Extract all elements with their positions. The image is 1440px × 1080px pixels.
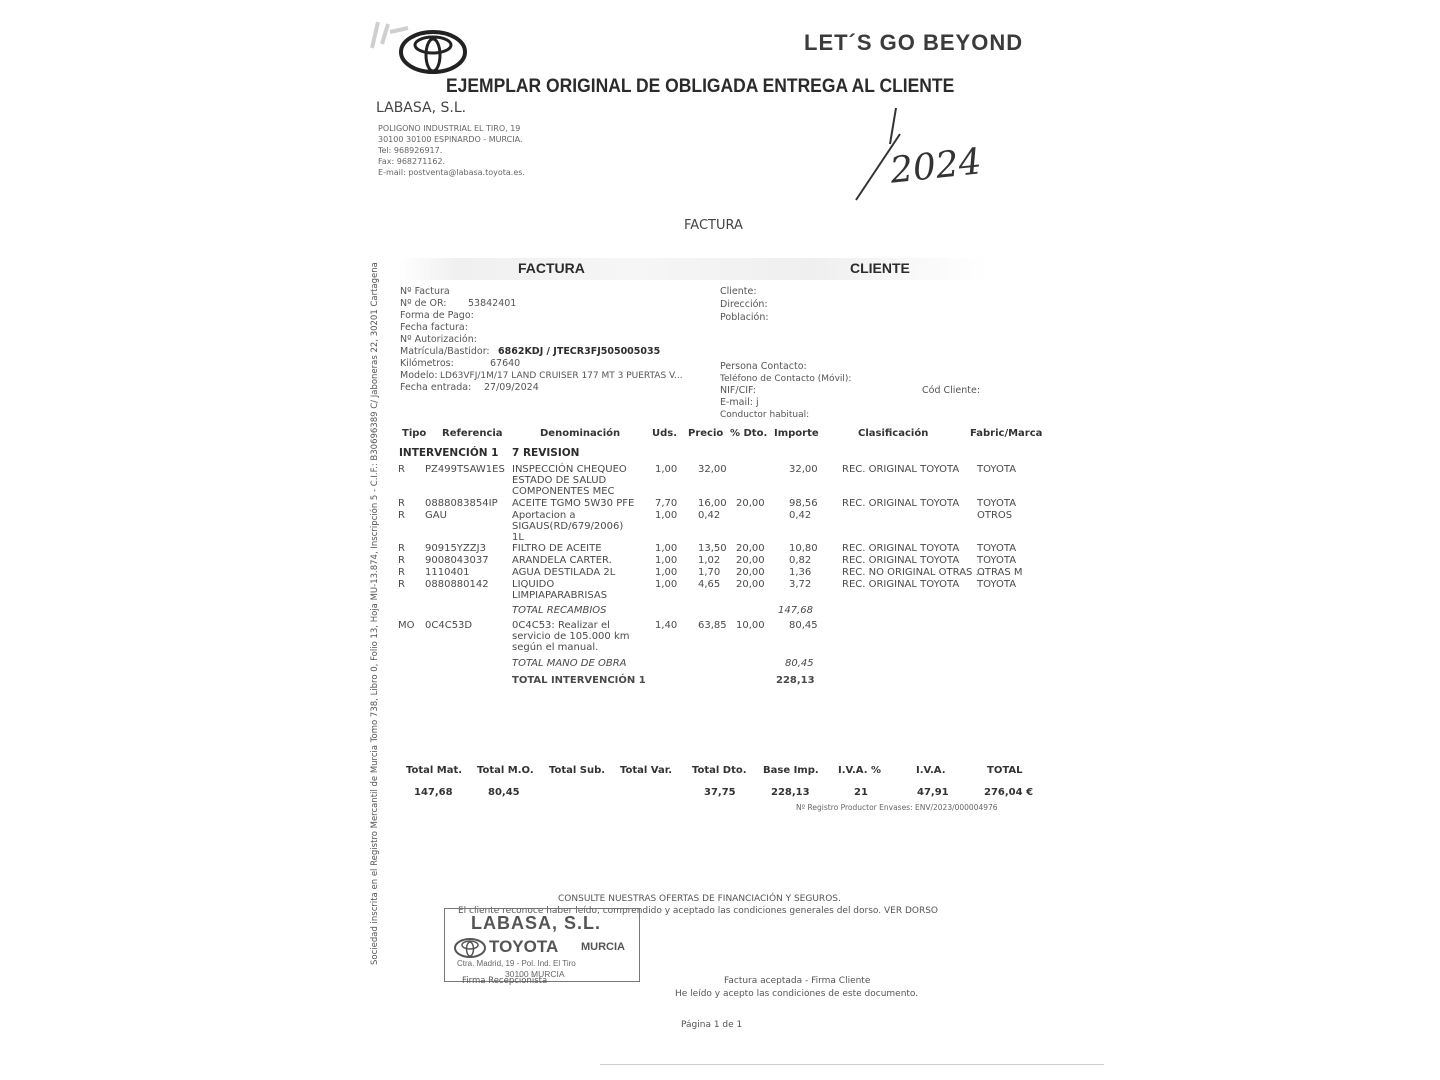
row-denominacion: INSPECCIÓN CHEQUEO [512, 464, 627, 475]
col-referencia: Referencia [442, 428, 503, 439]
intervention-label: INTERVENCIÓN 1 [399, 447, 499, 459]
company-email: E-mail: postventa@labasa.toyota.es. [378, 168, 525, 177]
field-cod-cliente: Cód Cliente: [922, 385, 981, 396]
row-marca: OTRAS M [977, 567, 1023, 578]
stamp-line4: Ctra. Madrid, 19 - Pol. Ind. El Tiro [457, 959, 576, 968]
company-address-line: 30100 30100 ESPINARDO - MURCIA. [378, 135, 523, 144]
row-tipo: R [398, 555, 405, 566]
total-recambios-label: TOTAL RECAMBIOS [512, 605, 607, 616]
company-phone: Tel: 968926917. [378, 146, 443, 155]
row-uds: 1,00 [655, 464, 678, 475]
row-clasificacion: REC. ORIGINAL TOYOTA [842, 464, 960, 475]
col-uds: Uds. [652, 428, 678, 439]
mo-uds: 1,40 [655, 620, 678, 631]
row-uds: 1,00 [655, 543, 678, 554]
total-intervencion-value: 228,13 [776, 675, 815, 686]
col-tipo: Tipo [402, 428, 427, 439]
row-tipo: R [398, 510, 405, 521]
row-importe: 0,82 [789, 555, 812, 566]
field-entrada-value: 27/09/2024 [484, 382, 539, 393]
totals-header: I.V.A. % [838, 765, 881, 776]
document-title: EJEMPLAR ORIGINAL DE OBLIGADA ENTREGA AL CLIENTE [446, 76, 955, 97]
col-denominacion: Denominación [540, 428, 621, 439]
consulte-ofertas: CONSULTE NUESTRAS OFERTAS DE FINANCIACIÓN Y SEGUROS. [558, 894, 841, 904]
row-ref: 0888083854IP [425, 498, 498, 509]
field-direccion: Dirección: [720, 299, 768, 310]
row-ref: GAU [425, 510, 447, 521]
row-precio: 0,42 [698, 510, 721, 521]
stamp-line5: 30100 MURCIA [505, 969, 565, 979]
row-importe: 98,56 [789, 498, 818, 509]
mo-dto: 10,00 [736, 620, 765, 631]
row-precio: 1,70 [698, 567, 721, 578]
row-dto: 20,00 [736, 543, 765, 554]
row-ref: 9008043037 [425, 555, 489, 566]
stamp-line2: TOYOTA [489, 937, 559, 956]
field-conductor: Conductor habitual: [720, 410, 810, 420]
section-factura: FACTURA [518, 260, 585, 276]
field-forma-pago: Forma de Pago: [400, 310, 474, 321]
company-stamp [444, 908, 640, 982]
row-marca: TOYOTA [977, 579, 1017, 590]
row-denominacion: ACEITE TGMO 5W30 PFE [512, 498, 635, 509]
total-mano-obra-value: 80,45 [785, 658, 814, 669]
firma-recepcionista: Firma Recepcionista [462, 976, 548, 986]
cliente-reconoce: El cliente reconoce haber leído, comprendido y aceptado las condiciones generales del dorso. VER DORSO [458, 906, 939, 916]
mo-importe: 80,45 [789, 620, 818, 631]
field-matricula-value: 6862KDJ / JTECR3FJ505005035 [498, 346, 661, 357]
row-tipo: R [398, 579, 405, 590]
mo-precio: 63,85 [698, 620, 727, 631]
row-tipo: R [398, 498, 405, 509]
field-autorizacion: Nº Autorización: [400, 334, 477, 345]
field-persona-contacto: Persona Contacto: [720, 361, 807, 372]
mo-den: según el manual. [512, 642, 599, 653]
row-ref: 90915YZZJ3 [425, 543, 486, 554]
row-precio: 1,02 [698, 555, 721, 566]
row-marca: TOYOTA [977, 543, 1017, 554]
row-clasificacion: REC. ORIGINAL TOYOTA [842, 543, 960, 554]
stamp-line1: LABASA, S.L. [471, 913, 602, 933]
totals-header: Total Var. [620, 765, 673, 776]
row-uds: 7,70 [655, 498, 678, 509]
row-importe: 10,80 [789, 543, 818, 554]
field-cliente: Cliente: [720, 286, 757, 297]
row-importe: 32,00 [789, 464, 818, 475]
row-clasificacion: REC. ORIGINAL TOYOTA [842, 498, 960, 509]
row-ref: 0880880142 [425, 579, 489, 590]
company-fax: Fax: 968271162. [378, 157, 446, 166]
row-uds: 1,00 [655, 555, 678, 566]
row-tipo: R [398, 464, 405, 475]
row-uds: 1,00 [655, 579, 678, 590]
row-denominacion: ARANDELA CARTER. [512, 555, 612, 566]
row-ref: 1110401 [425, 567, 470, 578]
totals-header: Total Dto. [692, 765, 747, 776]
field-email: E-mail: j [720, 397, 759, 408]
mo-den: 0C4C53: Realizar el [512, 620, 610, 631]
totals-header: I.V.A. [916, 765, 946, 776]
totals-value: 37,75 [704, 787, 736, 798]
row-precio: 4,65 [698, 579, 721, 590]
row-marca: TOYOTA [977, 498, 1017, 509]
row-dto: 20,00 [736, 579, 765, 590]
row-denominacion: ESTADO DE SALUD [512, 475, 607, 486]
totals-header: Total Mat. [406, 765, 463, 776]
row-uds: 1,00 [655, 510, 678, 521]
intervention-name: 7 REVISION [512, 447, 580, 459]
field-telefono: Teléfono de Contacto (Móvil): [720, 374, 852, 384]
section-cliente: CLIENTE [850, 260, 910, 276]
row-marca: TOYOTA [977, 555, 1017, 566]
field-poblacion: Población: [720, 312, 769, 323]
field-fecha-factura: Fecha factura: [400, 322, 468, 333]
row-tipo: R [398, 543, 405, 554]
field-km-value: 67640 [490, 358, 521, 369]
totals-value: 276,04 € [984, 787, 1034, 798]
row-importe: 3,72 [789, 579, 812, 590]
totals-value: 47,91 [917, 787, 949, 798]
field-matricula-label: Matrícula/Bastidor: [400, 346, 490, 357]
row-importe: 0,42 [789, 510, 812, 521]
row-importe: 1,36 [789, 567, 812, 578]
row-clasificacion: REC. ORIGINAL TOYOTA [842, 579, 960, 590]
totals-value: 147,68 [414, 787, 453, 798]
total-recambios-value: 147,68 [778, 605, 813, 616]
row-precio: 32,00 [698, 464, 727, 475]
row-marca: OTROS [977, 510, 1013, 521]
row-uds: 1,00 [655, 567, 678, 578]
row-clasificacion: REC. ORIGINAL TOYOTA [842, 555, 960, 566]
col-clasificacion: Clasificación [858, 428, 929, 439]
totals-header: Total Sub. [549, 765, 606, 776]
totals-value: 228,13 [771, 787, 810, 798]
totals-value: 21 [854, 787, 868, 798]
row-dto: 20,00 [736, 498, 765, 509]
row-denominacion: SIGAUS(RD/679/2006) [512, 521, 624, 532]
he-leido: He leído y acepto las condiciones de este documento. [675, 989, 919, 999]
company-address-line: POLIGONO INDUSTRIAL EL TIRO, 19 [378, 124, 521, 133]
page-edge-line [600, 1064, 1104, 1065]
mo-tipo: MO [398, 620, 415, 631]
slogan: LET´S GO BEYOND [804, 30, 1024, 55]
toyota-logo-icon [398, 28, 468, 81]
row-denominacion: COMPONENTES MEC [512, 486, 615, 497]
row-precio: 16,00 [698, 498, 727, 509]
totals-header: Base Imp. [763, 765, 819, 776]
totals-header: Total M.O. [477, 765, 534, 776]
field-km-label: Kilómetros: [400, 358, 454, 369]
row-denominacion: Aportacion a [512, 510, 576, 521]
field-modelo-value: LD63VFJ/1M/17 LAND CRUISER 177 MT 3 PUERTAS V... [440, 371, 683, 381]
row-precio: 13,50 [698, 543, 727, 554]
field-nfactura: Nº Factura [400, 286, 450, 297]
col-dto: % Dto. [730, 428, 768, 439]
row-dto: 20,00 [736, 555, 765, 566]
registry-side-text: Sociedad inscrita en el Registro Mercantil de Murcia Tomo 738, Libro 0, Folio 13, Hoja MU-13.874, Inscripción 5 - C.I.F.: B30696389 C/ Jaboneras 22, 30201 Cartagena [370, 262, 380, 965]
field-entrada-label: Fecha entrada: [400, 382, 472, 393]
row-denominacion: LIQUIDO [512, 579, 555, 590]
mo-ref: 0C4C53D [425, 620, 473, 631]
field-nif: NIF/CIF: [720, 385, 756, 396]
row-marca: TOYOTA [977, 464, 1017, 475]
col-importe: Importe [774, 428, 819, 439]
factura-aceptada: Factura aceptada - Firma Cliente [724, 976, 871, 986]
page-number: Página 1 de 1 [681, 1020, 743, 1030]
row-denominacion: 1L [512, 532, 524, 543]
field-nor-value: 53842401 [468, 298, 517, 309]
totals-header: TOTAL [987, 765, 1023, 776]
col-precio: Precio [688, 428, 724, 439]
stamp-line3: MURCIA [581, 941, 625, 953]
total-intervencion-label: TOTAL INTERVENCIÓN 1 [512, 675, 646, 686]
col-fabric: Fabric/Marca [970, 428, 1043, 439]
company-name: LABASA, S.L. [376, 100, 467, 116]
totals-value: 80,45 [488, 787, 520, 798]
field-nor-label: Nº de OR: [400, 298, 447, 309]
row-ref: PZ499TSAW1ES [425, 464, 505, 475]
doc-label: FACTURA [684, 218, 743, 233]
registro-envases: Nº Registro Productor Envases: ENV/2023/000004976 [796, 803, 998, 812]
row-clasificacion: REC. NO ORIGINAL OTRAS ... [842, 567, 986, 578]
row-tipo: R [398, 567, 405, 578]
total-mano-obra-label: TOTAL MANO DE OBRA [512, 658, 627, 669]
handwritten-year: 2024 [888, 141, 984, 192]
field-modelo-label: Modelo: [400, 370, 438, 381]
row-denominacion: FILTRO DE ACEITE [512, 543, 602, 554]
row-denominacion: AGUA DESTILADA 2L [512, 567, 616, 578]
row-denominacion: LIMPIAPARABRISAS [512, 590, 608, 601]
row-dto: 20,00 [736, 567, 765, 578]
mo-den: servicio de 105.000 km [512, 631, 630, 642]
